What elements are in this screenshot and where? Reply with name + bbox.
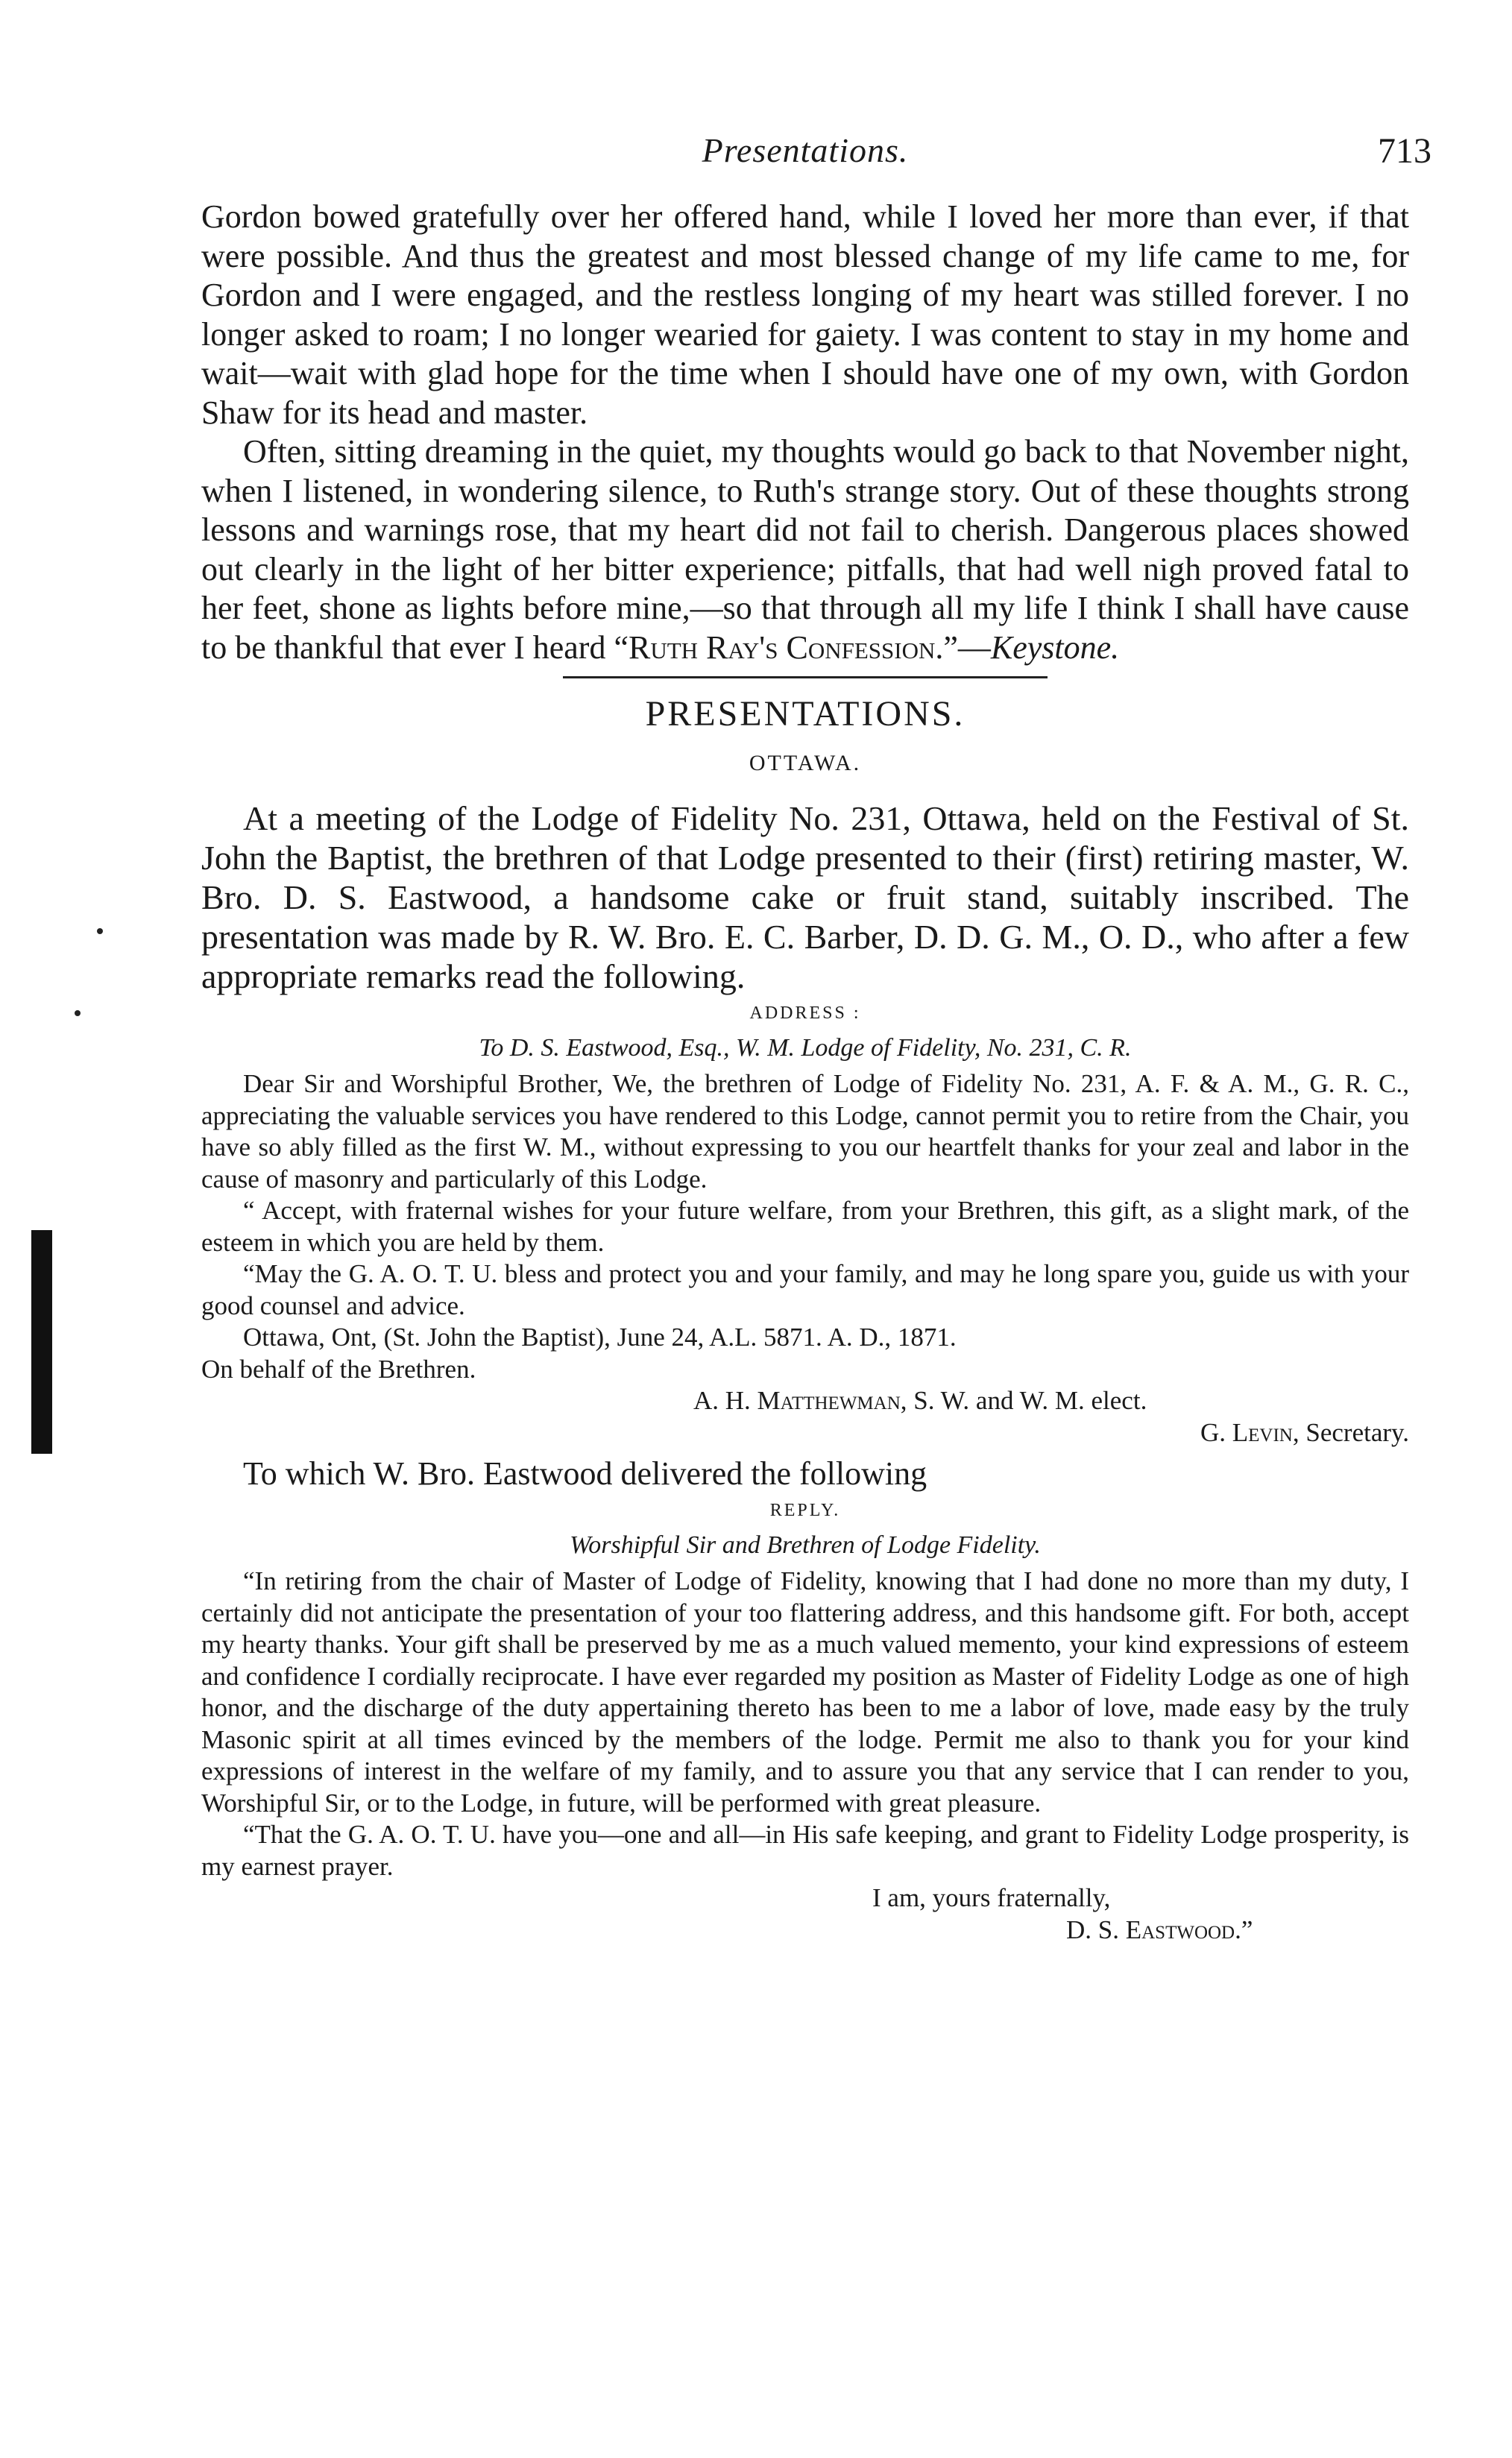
signer-title: , Secretary. [1292, 1417, 1409, 1447]
address-paragraph: “ Accept, with fraternal wishes for your future welfare, from your Brethren, this gift, as a slight mark, of the esteem in which you are held by them. [201, 1196, 1409, 1257]
address-behalf: On behalf of the Brethren. [201, 1354, 476, 1384]
address-signer [201, 1417, 1409, 1449]
running-title: Presentations. [702, 131, 909, 169]
address-signer [201, 1385, 1409, 1417]
address-heading: ADDRESS : [749, 1003, 861, 1023]
address-salutation: To D. S. Eastwood, Esq., W. M. Lodge of Fidelity, No. 231, C. R. [479, 1034, 1132, 1062]
running-head [201, 130, 1431, 198]
section-divider [563, 676, 1048, 678]
page-number: 713 [1378, 131, 1431, 171]
signer-name: A. H. Matthewman [693, 1386, 901, 1415]
page [201, 130, 1431, 1946]
reply-closing: I am, yours fraternally, [872, 1883, 1111, 1912]
story-paragraph [201, 432, 1409, 667]
reply-heading: REPLY. [769, 1501, 841, 1520]
address-paragraph: “May the G. A. O. T. U. bless and protect you and your family, and may he long spare you, guide us with your good counsel and advice. [201, 1259, 1409, 1320]
story-source: Keystone. [990, 628, 1120, 666]
margin-speck [75, 1010, 81, 1016]
section-place: OTTAWA. [749, 751, 862, 775]
transition-line: To which W. Bro. Eastwood delivered the following [243, 1455, 927, 1492]
address-body [201, 1068, 1409, 1449]
address-paragraph: Dear Sir and Worshipful Brother, We, the brethren of Lodge of Fidelity No. 231, A. F. & A. M., G. R. C., appreciating the valuable services you have rendered to this Lodge, cannot permit you to retire from the Chair, you have so ably filled as the first W. M., without expressing to you our heartfelt thanks for your zeal and labor in the cause of masonry and particularly of this Lodge. [201, 1069, 1409, 1194]
reply-salutation: Worshipful Sir and Brethren of Lodge Fidelity. [570, 1531, 1041, 1559]
story-text: Often, sitting dreaming in the quiet, my thoughts would go back to that November night, when I listened, in wondering silence, to Ruth's strange story. Out of these thoughts strong lessons and warnings rose, that my heart did not fail to cherish. Dangerous places showed out clearly in the light of her bitter experience; pitfalls, that had well nigh proved fatal to her feet, shone as lights before mine,—so that through all my life I think I shall have cause to be thankful that ever I heard “ [201, 433, 1409, 666]
signer-title: , S. W. and W. M. elect. [900, 1386, 1147, 1415]
story-continuation [201, 198, 1409, 667]
story-punct: .”— [935, 628, 991, 666]
margin-scan-mark [31, 1230, 52, 1454]
section-intro: At a meeting of the Lodge of Fidelity No. 231, Ottawa, held on the Festival of St. John the Baptist, the brethren of that Lodge presented to their (first) retiring master, W. Bro. D. S. Eastwood, a handsome cake or fruit stand, suitably inscribed. The presentation was made by R. W. Bro. E. C. Barber, D. D. G. M., O. D., who after a few appropriate remarks read the following. [201, 799, 1409, 995]
reply-paragraph: “In retiring from the chair of Master of Lodge of Fidelity, knowing that I had done no more than my duty, I certainly did not anticipate the presentation of your too flattering address, and this handsome gift. For both, accept my hearty thanks. Your gift shall be preserved by me as a much valued memento, your kind expressions of esteem and confidence I cordially reciprocate. I have ever regarded my position as Master of Fidelity Lodge as one of high honor, and the discharge of the duty appertaining thereto has been to me a labor of love, made easy by the truly Masonic spirit at all times evinced by the members of the lodge. Permit me also to thank you for your kind expressions of interest in the welfare of my family, and to assure you that any service that I can render to you, Worshipful Sir, or to the Lodge, in future, will be performed with great pleasure. [201, 1566, 1409, 1818]
reply-body [201, 1566, 1409, 1946]
story-paragraph: Gordon bowed gratefully over her offered hand, while I loved her more than ever, if that were possible. And thus the greatest and most blessed change of my life came to me, for Gordon and I were engaged, and the restless longing of my heart was stilled forever. I no longer asked to roam; I no longer wearied for gaiety. I was content to stay in my home and wait—wait with glad hope for the time when I should have one of my own, with Gordon Shaw for its head and master. [201, 198, 1409, 431]
section-title: PRESENTATIONS. [645, 694, 966, 734]
story-title: Ruth Ray's Confession [628, 628, 936, 666]
signer-name: G. Levin [1200, 1417, 1293, 1447]
reply-signer: D. S. Eastwood.” [1066, 1915, 1253, 1944]
address-dateline: Ottawa, Ont, (St. John the Baptist), June 24, A.L. 5871. A. D., 1871. [243, 1323, 957, 1352]
reply-paragraph: “That the G. A. O. T. U. have you—one and all—in His safe keeping, and grant to Fidelity Lodge prosperity, is my earnest prayer. [201, 1820, 1409, 1881]
margin-speck [97, 928, 103, 934]
